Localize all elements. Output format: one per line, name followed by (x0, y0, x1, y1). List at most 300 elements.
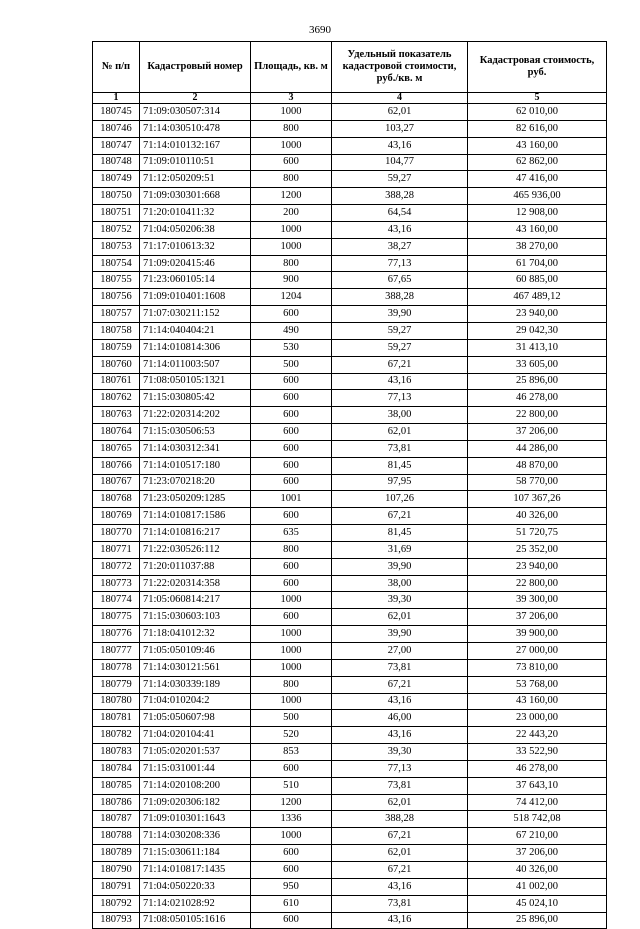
page-number: 3690 (309, 24, 331, 36)
cadastral-cost-cell: 73 810,00 (468, 659, 607, 676)
unit-value-cell: 43,16 (332, 727, 468, 744)
unit-value-cell: 73,81 (332, 659, 468, 676)
cadastral-number-cell: 71:04:050206:38 (140, 221, 251, 238)
unit-value-cell: 39,30 (332, 744, 468, 761)
cadastral-number-cell: 71:05:050109:46 (140, 643, 251, 660)
area-cell: 853 (251, 744, 332, 761)
table-row (93, 541, 607, 558)
area-cell: 1000 (251, 137, 332, 154)
unit-value-cell: 43,16 (332, 912, 468, 929)
cadastral-cost-cell: 39 300,00 (468, 592, 607, 609)
unit-value-cell: 46,00 (332, 710, 468, 727)
cadastral-number-cell: 71:09:020415:46 (140, 255, 251, 272)
area-cell: 900 (251, 272, 332, 289)
cadastral-number-cell: 71:14:030208:336 (140, 828, 251, 845)
table-row (93, 811, 607, 828)
row-number-cell: 180759 (93, 339, 140, 356)
cadastral-cost-cell: 39 900,00 (468, 626, 607, 643)
column-number: 3 (251, 93, 332, 104)
table-row (93, 575, 607, 592)
area-cell: 600 (251, 575, 332, 592)
unit-value-cell: 39,30 (332, 592, 468, 609)
cadastral-cost-cell: 41 002,00 (468, 878, 607, 895)
cadastral-cost-cell: 40 326,00 (468, 861, 607, 878)
row-number-cell: 180785 (93, 777, 140, 794)
cadastral-number-cell: 71:04:050220:33 (140, 878, 251, 895)
cadastral-number-cell: 71:08:050105:1616 (140, 912, 251, 929)
cadastral-cost-cell: 58 770,00 (468, 474, 607, 491)
unit-value-cell: 59,27 (332, 171, 468, 188)
area-cell: 600 (251, 845, 332, 862)
cadastral-cost-cell: 467 489,12 (468, 289, 607, 306)
table-row (93, 643, 607, 660)
unit-value-cell: 73,81 (332, 777, 468, 794)
unit-value-cell: 62,01 (332, 845, 468, 862)
unit-value-cell: 62,01 (332, 424, 468, 441)
area-cell: 1000 (251, 643, 332, 660)
cadastral-cost-cell: 53 768,00 (468, 676, 607, 693)
unit-value-cell: 97,95 (332, 474, 468, 491)
cadastral-cost-cell: 25 896,00 (468, 373, 607, 390)
unit-value-cell: 39,90 (332, 558, 468, 575)
area-cell: 600 (251, 609, 332, 626)
unit-value-cell: 77,13 (332, 760, 468, 777)
cadastral-number-cell: 71:20:010411:32 (140, 205, 251, 222)
cadastral-cost-cell: 33 522,90 (468, 744, 607, 761)
table-row (93, 255, 607, 272)
cadastral-number-cell: 71:14:040404:21 (140, 322, 251, 339)
cadastral-number-cell: 71:05:050607:98 (140, 710, 251, 727)
cadastral-number-cell: 71:07:030211:152 (140, 306, 251, 323)
table-row (93, 861, 607, 878)
unit-value-cell: 62,01 (332, 609, 468, 626)
row-number-cell: 180780 (93, 693, 140, 710)
unit-value-cell: 67,21 (332, 828, 468, 845)
cadastral-cost-cell: 43 160,00 (468, 221, 607, 238)
cadastral-cost-cell: 31 413,10 (468, 339, 607, 356)
cadastral-cost-cell: 43 160,00 (468, 137, 607, 154)
area-cell: 1336 (251, 811, 332, 828)
row-number-cell: 180790 (93, 861, 140, 878)
cadastral-number-cell: 71:14:030121:561 (140, 659, 251, 676)
header-area: Площадь, кв. м (251, 42, 332, 93)
row-number-cell: 180786 (93, 794, 140, 811)
area-cell: 600 (251, 440, 332, 457)
unit-value-cell: 107,26 (332, 491, 468, 508)
cadastral-number-cell: 71:09:030301:668 (140, 188, 251, 205)
row-number-cell: 180755 (93, 272, 140, 289)
header-row-number: № п/п (93, 42, 140, 93)
cadastral-number-cell: 71:15:030603:103 (140, 609, 251, 626)
area-cell: 600 (251, 760, 332, 777)
area-cell: 800 (251, 676, 332, 693)
table-row (93, 104, 607, 121)
area-cell: 1000 (251, 828, 332, 845)
cadastral-number-cell: 71:15:030506:53 (140, 424, 251, 441)
row-number-cell: 180751 (93, 205, 140, 222)
row-number-cell: 180774 (93, 592, 140, 609)
table-row (93, 390, 607, 407)
area-cell: 1000 (251, 659, 332, 676)
area-cell: 600 (251, 558, 332, 575)
table-row (93, 710, 607, 727)
row-number-cell: 180792 (93, 895, 140, 912)
table-row (93, 289, 607, 306)
cadastral-table (92, 41, 607, 929)
cadastral-number-cell: 71:22:030526:112 (140, 541, 251, 558)
cadastral-cost-cell: 43 160,00 (468, 693, 607, 710)
row-number-cell: 180758 (93, 322, 140, 339)
area-cell: 800 (251, 120, 332, 137)
row-number-cell: 180773 (93, 575, 140, 592)
row-number-cell: 180789 (93, 845, 140, 862)
area-cell: 530 (251, 339, 332, 356)
table-row (93, 676, 607, 693)
area-cell: 1200 (251, 188, 332, 205)
table-row (93, 744, 607, 761)
area-cell: 800 (251, 541, 332, 558)
table-row (93, 205, 607, 222)
cadastral-number-cell: 71:14:030312:341 (140, 440, 251, 457)
cadastral-cost-cell: 23 000,00 (468, 710, 607, 727)
table-row (93, 508, 607, 525)
cadastral-number-cell: 71:15:031001:44 (140, 760, 251, 777)
table-row (93, 491, 607, 508)
table-row (93, 407, 607, 424)
cadastral-number-cell: 71:14:010517:180 (140, 457, 251, 474)
table-row (93, 777, 607, 794)
unit-value-cell: 38,27 (332, 238, 468, 255)
row-number-cell: 180781 (93, 710, 140, 727)
row-number-cell: 180769 (93, 508, 140, 525)
unit-value-cell: 43,16 (332, 373, 468, 390)
table-row (93, 845, 607, 862)
unit-value-cell: 64,54 (332, 205, 468, 222)
table-row (93, 895, 607, 912)
cadastral-cost-cell: 25 896,00 (468, 912, 607, 929)
area-cell: 510 (251, 777, 332, 794)
unit-value-cell: 67,65 (332, 272, 468, 289)
row-number-cell: 180779 (93, 676, 140, 693)
unit-value-cell: 39,90 (332, 306, 468, 323)
area-cell: 600 (251, 373, 332, 390)
column-number: 1 (93, 93, 140, 104)
unit-value-cell: 67,21 (332, 356, 468, 373)
table-row (93, 659, 607, 676)
area-cell: 600 (251, 390, 332, 407)
row-number-cell: 180775 (93, 609, 140, 626)
row-number-cell: 180787 (93, 811, 140, 828)
row-number-cell: 180770 (93, 525, 140, 542)
cadastral-number-cell: 71:23:050209:1285 (140, 491, 251, 508)
cadastral-cost-cell: 47 416,00 (468, 171, 607, 188)
cadastral-cost-cell: 465 936,00 (468, 188, 607, 205)
table-row (93, 322, 607, 339)
cadastral-cost-cell: 40 326,00 (468, 508, 607, 525)
row-number-cell: 180765 (93, 440, 140, 457)
table-row (93, 878, 607, 895)
area-cell: 800 (251, 255, 332, 272)
cadastral-cost-cell: 46 278,00 (468, 760, 607, 777)
cadastral-number-cell: 71:20:011037:88 (140, 558, 251, 575)
table-header (93, 42, 607, 104)
cadastral-cost-cell: 23 940,00 (468, 558, 607, 575)
table-row (93, 171, 607, 188)
header-unit-value: Удельный показатель кадастровой стоимости, руб./кв. м (332, 42, 468, 93)
area-cell: 1000 (251, 221, 332, 238)
unit-value-cell: 59,27 (332, 322, 468, 339)
unit-value-cell: 388,28 (332, 289, 468, 306)
row-number-cell: 180748 (93, 154, 140, 171)
cadastral-cost-cell: 37 643,10 (468, 777, 607, 794)
table-row (93, 760, 607, 777)
cadastral-number-cell: 71:09:010401:1608 (140, 289, 251, 306)
cadastral-cost-cell: 22 800,00 (468, 407, 607, 424)
unit-value-cell: 67,21 (332, 861, 468, 878)
cadastral-number-cell: 71:05:020201:537 (140, 744, 251, 761)
row-number-cell: 180750 (93, 188, 140, 205)
table-row (93, 609, 607, 626)
row-number-cell: 180776 (93, 626, 140, 643)
cadastral-number-cell: 71:17:010613:32 (140, 238, 251, 255)
area-cell: 1200 (251, 794, 332, 811)
table-row (93, 558, 607, 575)
row-number-cell: 180753 (93, 238, 140, 255)
area-cell: 1000 (251, 693, 332, 710)
table-row (93, 693, 607, 710)
cadastral-number-cell: 71:12:050209:51 (140, 171, 251, 188)
table-row (93, 306, 607, 323)
row-number-cell: 180768 (93, 491, 140, 508)
cadastral-cost-cell: 51 720,75 (468, 525, 607, 542)
row-number-cell: 180761 (93, 373, 140, 390)
cadastral-cost-cell: 48 870,00 (468, 457, 607, 474)
row-number-cell: 180762 (93, 390, 140, 407)
cadastral-number-cell: 71:23:060105:14 (140, 272, 251, 289)
unit-value-cell: 67,21 (332, 676, 468, 693)
cadastral-cost-cell: 29 042,30 (468, 322, 607, 339)
unit-value-cell: 43,16 (332, 878, 468, 895)
cadastral-cost-cell: 518 742,08 (468, 811, 607, 828)
area-cell: 610 (251, 895, 332, 912)
unit-value-cell: 81,45 (332, 525, 468, 542)
unit-value-cell: 62,01 (332, 794, 468, 811)
cadastral-number-cell: 71:04:010204:2 (140, 693, 251, 710)
row-number-cell: 180777 (93, 643, 140, 660)
row-number-cell: 180764 (93, 424, 140, 441)
cadastral-number-cell: 71:09:030507:314 (140, 104, 251, 121)
cadastral-cost-cell: 38 270,00 (468, 238, 607, 255)
table-row (93, 188, 607, 205)
cadastral-number-cell: 71:09:010110:51 (140, 154, 251, 171)
cadastral-cost-cell: 37 206,00 (468, 424, 607, 441)
cadastral-cost-cell: 67 210,00 (468, 828, 607, 845)
table-row (93, 626, 607, 643)
unit-value-cell: 77,13 (332, 390, 468, 407)
unit-value-cell: 73,81 (332, 440, 468, 457)
table-row (93, 794, 607, 811)
cadastral-number-cell: 71:14:030339:189 (140, 676, 251, 693)
unit-value-cell: 104,77 (332, 154, 468, 171)
cadastral-number-cell: 71:14:010817:1586 (140, 508, 251, 525)
unit-value-cell: 59,27 (332, 339, 468, 356)
unit-value-cell: 388,28 (332, 811, 468, 828)
area-cell: 1000 (251, 238, 332, 255)
cadastral-number-cell: 71:14:011003:507 (140, 356, 251, 373)
cadastral-number-cell: 71:09:010301:1643 (140, 811, 251, 828)
column-number: 4 (332, 93, 468, 104)
area-cell: 1000 (251, 592, 332, 609)
cadastral-number-cell: 71:22:020314:358 (140, 575, 251, 592)
table-row (93, 221, 607, 238)
row-number-cell: 180793 (93, 912, 140, 929)
row-number-cell: 180754 (93, 255, 140, 272)
cadastral-number-cell: 71:14:030510:478 (140, 120, 251, 137)
area-cell: 600 (251, 912, 332, 929)
cadastral-number-cell: 71:14:010814:306 (140, 339, 251, 356)
area-cell: 600 (251, 154, 332, 171)
row-number-cell: 180756 (93, 289, 140, 306)
table-row (93, 727, 607, 744)
cadastral-cost-cell: 62 862,00 (468, 154, 607, 171)
cadastral-number-cell: 71:09:020306:182 (140, 794, 251, 811)
table-row (93, 424, 607, 441)
unit-value-cell: 38,00 (332, 575, 468, 592)
table-row (93, 457, 607, 474)
cadastral-cost-cell: 25 352,00 (468, 541, 607, 558)
table-row (93, 137, 607, 154)
unit-value-cell: 67,21 (332, 508, 468, 525)
cadastral-cost-cell: 46 278,00 (468, 390, 607, 407)
cadastral-number-cell: 71:14:021028:92 (140, 895, 251, 912)
area-cell: 520 (251, 727, 332, 744)
cadastral-cost-cell: 62 010,00 (468, 104, 607, 121)
cadastral-number-cell: 71:14:010132:167 (140, 137, 251, 154)
area-cell: 1000 (251, 626, 332, 643)
table-row (93, 373, 607, 390)
cadastral-cost-cell: 60 885,00 (468, 272, 607, 289)
cadastral-number-cell: 71:08:050105:1321 (140, 373, 251, 390)
row-number-cell: 180763 (93, 407, 140, 424)
cadastral-number-cell: 71:14:020108:200 (140, 777, 251, 794)
area-cell: 600 (251, 508, 332, 525)
table-row (93, 272, 607, 289)
cadastral-cost-cell: 74 412,00 (468, 794, 607, 811)
cadastral-number-cell: 71:05:060814:217 (140, 592, 251, 609)
header-cadastral-cost: Кадастровая стоимость, руб. (468, 42, 607, 93)
area-cell: 600 (251, 474, 332, 491)
table-row (93, 154, 607, 171)
table-row (93, 592, 607, 609)
area-cell: 600 (251, 457, 332, 474)
table-row (93, 912, 607, 929)
area-cell: 1204 (251, 289, 332, 306)
unit-value-cell: 77,13 (332, 255, 468, 272)
cadastral-number-cell: 71:15:030805:42 (140, 390, 251, 407)
unit-value-cell: 62,01 (332, 104, 468, 121)
row-number-cell: 180760 (93, 356, 140, 373)
cadastral-number-cell: 71:23:070218:20 (140, 474, 251, 491)
area-cell: 1000 (251, 104, 332, 121)
area-cell: 1001 (251, 491, 332, 508)
row-number-cell: 180784 (93, 760, 140, 777)
unit-value-cell: 103,27 (332, 120, 468, 137)
unit-value-cell: 43,16 (332, 137, 468, 154)
cadastral-number-cell: 71:04:020104:41 (140, 727, 251, 744)
area-cell: 600 (251, 861, 332, 878)
area-cell: 500 (251, 356, 332, 373)
row-number-cell: 180791 (93, 878, 140, 895)
row-number-cell: 180783 (93, 744, 140, 761)
cadastral-cost-cell: 44 286,00 (468, 440, 607, 457)
row-number-cell: 180766 (93, 457, 140, 474)
cadastral-number-cell: 71:14:010816:217 (140, 525, 251, 542)
cadastral-cost-cell: 107 367,26 (468, 491, 607, 508)
cadastral-number-cell: 71:22:020314:202 (140, 407, 251, 424)
cadastral-number-cell: 71:14:010817:1435 (140, 861, 251, 878)
cadastral-number-cell: 71:18:041012:32 (140, 626, 251, 643)
table-row (93, 828, 607, 845)
row-number-cell: 180778 (93, 659, 140, 676)
area-cell: 500 (251, 710, 332, 727)
table-row (93, 525, 607, 542)
header-cadastral-number: Кадастровый номер (140, 42, 251, 93)
area-cell: 950 (251, 878, 332, 895)
column-number: 2 (140, 93, 251, 104)
unit-value-cell: 43,16 (332, 221, 468, 238)
row-number-cell: 180771 (93, 541, 140, 558)
area-cell: 490 (251, 322, 332, 339)
cadastral-cost-cell: 27 000,00 (468, 643, 607, 660)
row-number-cell: 180747 (93, 137, 140, 154)
area-cell: 635 (251, 525, 332, 542)
unit-value-cell: 38,00 (332, 407, 468, 424)
table-row (93, 238, 607, 255)
row-number-cell: 180772 (93, 558, 140, 575)
cadastral-cost-cell: 37 206,00 (468, 845, 607, 862)
cadastral-cost-cell: 12 908,00 (468, 205, 607, 222)
area-cell: 600 (251, 424, 332, 441)
row-number-cell: 180782 (93, 727, 140, 744)
area-cell: 200 (251, 205, 332, 222)
column-number: 5 (468, 93, 607, 104)
table-row (93, 356, 607, 373)
unit-value-cell: 43,16 (332, 693, 468, 710)
cadastral-cost-cell: 37 206,00 (468, 609, 607, 626)
row-number-cell: 180746 (93, 120, 140, 137)
row-number-cell: 180788 (93, 828, 140, 845)
unit-value-cell: 388,28 (332, 188, 468, 205)
cadastral-cost-cell: 22 800,00 (468, 575, 607, 592)
cadastral-cost-cell: 22 443,20 (468, 727, 607, 744)
unit-value-cell: 27,00 (332, 643, 468, 660)
unit-value-cell: 73,81 (332, 895, 468, 912)
cadastral-cost-cell: 33 605,00 (468, 356, 607, 373)
cadastral-cost-cell: 61 704,00 (468, 255, 607, 272)
area-cell: 600 (251, 306, 332, 323)
cadastral-cost-cell: 82 616,00 (468, 120, 607, 137)
table-row (93, 440, 607, 457)
cadastral-number-cell: 71:15:030611:184 (140, 845, 251, 862)
unit-value-cell: 39,90 (332, 626, 468, 643)
table-body (93, 104, 607, 929)
cadastral-cost-cell: 45 024,10 (468, 895, 607, 912)
unit-value-cell: 31,69 (332, 541, 468, 558)
table-row (93, 474, 607, 491)
cadastral-cost-cell: 23 940,00 (468, 306, 607, 323)
unit-value-cell: 81,45 (332, 457, 468, 474)
area-cell: 600 (251, 407, 332, 424)
